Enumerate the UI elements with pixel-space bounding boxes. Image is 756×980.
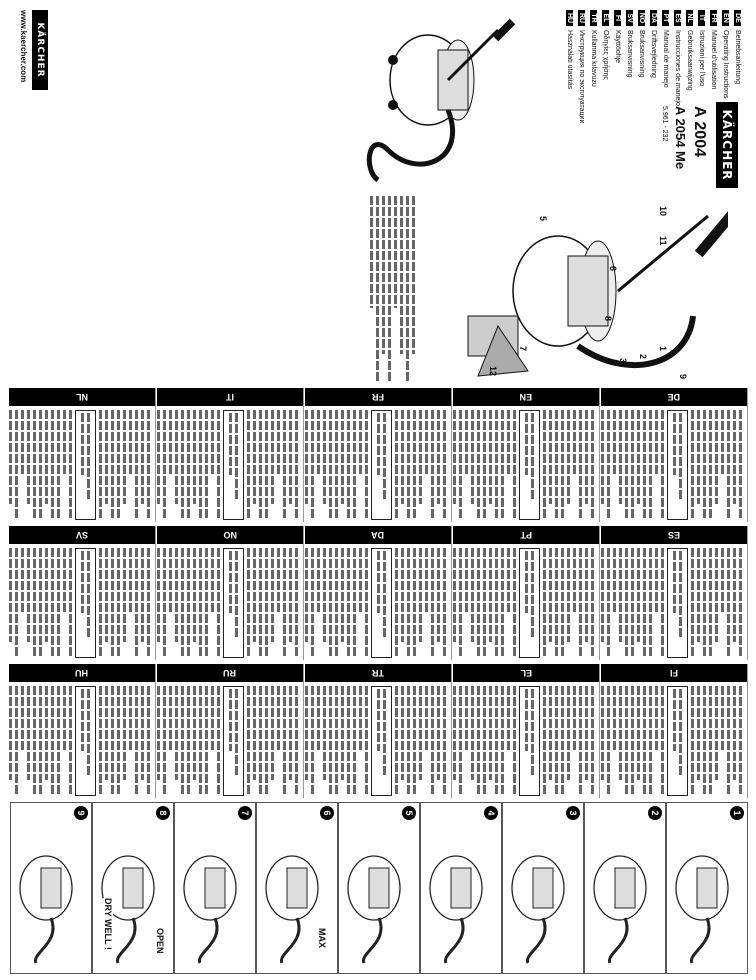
- language-code: EL: [603, 10, 610, 26]
- language-code: NO: [639, 10, 646, 26]
- language-code: ES: [675, 10, 682, 26]
- language-label: Gebruiksaanwijzing: [686, 30, 694, 91]
- language-section: [601, 526, 748, 660]
- language-code: FR: [711, 10, 718, 26]
- figure-illustration: [11, 803, 91, 973]
- warning-box: [75, 548, 96, 658]
- language-section-code: DE: [601, 388, 747, 406]
- language-section-code: FR: [305, 388, 451, 406]
- brand-name: KÄRCHER: [720, 109, 734, 181]
- language-list-item: [564, 10, 576, 160]
- instruction-figure: [92, 802, 174, 974]
- language-list-item: [648, 10, 660, 160]
- language-section: [157, 526, 304, 660]
- figure-label-dry: DRY WELL !: [103, 898, 113, 950]
- section-body: [11, 410, 153, 520]
- language-section: [453, 388, 600, 522]
- warning-box: [75, 686, 96, 796]
- language-list-item: [624, 10, 636, 160]
- warning-box: [667, 548, 688, 658]
- instruction-figure: [666, 802, 748, 974]
- warning-box: [371, 686, 392, 796]
- part-callout: 3: [618, 358, 628, 364]
- instruction-figure: [338, 802, 420, 974]
- part-callout: 4: [708, 236, 718, 242]
- figure-number: 2: [648, 806, 662, 820]
- language-label: Manuel d'utilisation: [710, 30, 718, 90]
- language-section: [305, 388, 452, 522]
- language-section: [9, 664, 156, 798]
- cover-vacuum-illustration: [358, 10, 538, 190]
- website: www.kaercher.com: [19, 10, 28, 83]
- language-section-code: DA: [305, 526, 451, 544]
- language-code: PT: [663, 10, 670, 26]
- language-section-code: NO: [157, 526, 303, 544]
- language-list-item: [600, 10, 612, 160]
- language-code: HU: [567, 10, 574, 26]
- language-section: [601, 664, 748, 798]
- figure-number: 4: [484, 806, 498, 820]
- figure-illustration: [339, 803, 419, 973]
- section-body: [307, 548, 449, 658]
- language-code: SV: [627, 10, 634, 26]
- language-section: [9, 388, 156, 522]
- language-label: Használati utasítás: [566, 30, 574, 90]
- language-section-code: EN: [453, 388, 599, 406]
- language-section: [305, 526, 452, 660]
- model-title-2: A 2054 Me: [673, 106, 688, 170]
- language-section-code: PT: [453, 526, 599, 544]
- language-section-code: EL: [453, 664, 599, 682]
- section-body: [307, 686, 449, 796]
- language-label: Manual de manejo: [662, 30, 670, 88]
- figure-illustration: [175, 803, 255, 973]
- part-callout: 7: [518, 346, 528, 352]
- language-code: IT: [699, 10, 706, 26]
- warning-box: [519, 686, 540, 796]
- language-section: [9, 526, 156, 660]
- section-body: [603, 686, 745, 796]
- language-section-code: RU: [157, 664, 303, 682]
- section-body: [603, 548, 745, 658]
- language-section: [157, 664, 304, 798]
- instruction-figure: [256, 802, 338, 974]
- section-body: [603, 410, 745, 520]
- language-label: Bruksanvisning: [638, 30, 646, 78]
- figure-number: 3: [566, 806, 580, 820]
- language-label: Bruksanvisning: [626, 30, 634, 78]
- section-body: [307, 410, 449, 520]
- language-section-code: ES: [601, 526, 747, 544]
- language-label: Käyttöohje: [614, 30, 622, 64]
- parts-numbers: [428, 196, 728, 382]
- part-callout: 5: [538, 216, 548, 222]
- figure-number: 6: [320, 806, 334, 820]
- part-callout: 6: [608, 266, 618, 272]
- part-number: 5.961 - 232: [661, 106, 668, 142]
- figure-illustration: [585, 803, 665, 973]
- language-code: TR: [591, 10, 598, 26]
- section-body: [11, 686, 153, 796]
- part-callout: 9: [678, 374, 688, 380]
- warning-box: [223, 686, 244, 796]
- language-section: [305, 664, 452, 798]
- section-body: [159, 548, 301, 658]
- language-code: EN: [723, 10, 730, 26]
- figures-column: [8, 802, 748, 974]
- language-label: Kullanma kılavuzu: [590, 30, 598, 87]
- warning-box: [371, 548, 392, 658]
- language-code: NL: [687, 10, 694, 26]
- language-code: FI: [615, 10, 622, 26]
- warning-box: [667, 686, 688, 796]
- section-body: [11, 548, 153, 658]
- language-label: Istruzioni per l'uso: [698, 30, 706, 87]
- part-callout: 1: [658, 346, 668, 352]
- instruction-figure: [420, 802, 502, 974]
- section-body: [159, 686, 301, 796]
- warning-box: [667, 410, 688, 520]
- language-list-item: [588, 10, 600, 160]
- parts-text-area: [18, 196, 418, 382]
- language-panels: [8, 388, 748, 798]
- figure-illustration: [421, 803, 501, 973]
- language-label: Инструкция по эксплуатации: [578, 30, 586, 124]
- brand-logo-bottom: [32, 10, 48, 90]
- language-code: DE: [735, 10, 742, 26]
- language-label: Betriebsanleitung: [734, 30, 742, 85]
- section-body: [159, 410, 301, 520]
- warning-box: [75, 410, 96, 520]
- part-callout: 12: [488, 366, 498, 377]
- language-section-code: FI: [601, 664, 747, 682]
- section-body: [455, 410, 597, 520]
- instruction-figure: [584, 802, 666, 974]
- language-label: Instrucciones de manejo: [674, 30, 682, 106]
- parts-column: [8, 196, 748, 382]
- language-section: [601, 388, 748, 522]
- instruction-figure: [10, 802, 92, 974]
- language-code: RU: [579, 10, 586, 26]
- warning-box: [223, 548, 244, 658]
- figure-number: 1: [730, 806, 744, 820]
- figure-number: 5: [402, 806, 416, 820]
- language-section: [453, 526, 600, 660]
- figure-number: 9: [74, 806, 88, 820]
- section-body: [455, 548, 597, 658]
- figure-number: 8: [156, 806, 170, 820]
- language-section-code: HU: [9, 664, 155, 682]
- warning-box: [223, 410, 244, 520]
- figure-label-max: MAX: [317, 928, 327, 948]
- warning-box: [371, 410, 392, 520]
- figure-illustration: [503, 803, 583, 973]
- model-title: A 2004: [691, 106, 708, 157]
- part-callout: 11: [658, 236, 668, 246]
- language-section-code: IT: [157, 388, 303, 406]
- section-body: [455, 686, 597, 796]
- language-list-item: [612, 10, 624, 160]
- instruction-figure: [502, 802, 584, 974]
- language-section-code: TR: [305, 664, 451, 682]
- language-section: [157, 388, 304, 522]
- language-list-item: [576, 10, 588, 160]
- language-label: Operating Instructions: [722, 30, 730, 99]
- language-section: [453, 664, 600, 798]
- figure-label-open: OPEN: [155, 928, 165, 954]
- warning-box: [519, 410, 540, 520]
- part-callout: 8: [603, 316, 613, 322]
- language-list-item: [636, 10, 648, 160]
- brand-logo-top: [716, 102, 738, 188]
- brand-name-bottom: KÄRCHER: [35, 22, 45, 78]
- language-label: Οδηγίες χρήσης: [602, 30, 610, 80]
- language-code: DA: [651, 10, 658, 26]
- part-callout: 10: [658, 206, 668, 217]
- figure-number: 7: [238, 806, 252, 820]
- figure-illustration: [667, 803, 747, 973]
- language-section-code: SV: [9, 526, 155, 544]
- part-callout: 2: [638, 354, 648, 360]
- warning-box: [519, 548, 540, 658]
- language-section-code: NL: [9, 388, 155, 406]
- instruction-figure: [174, 802, 256, 974]
- language-label: Driftsvejledning: [650, 30, 658, 78]
- cover-column: [8, 6, 748, 192]
